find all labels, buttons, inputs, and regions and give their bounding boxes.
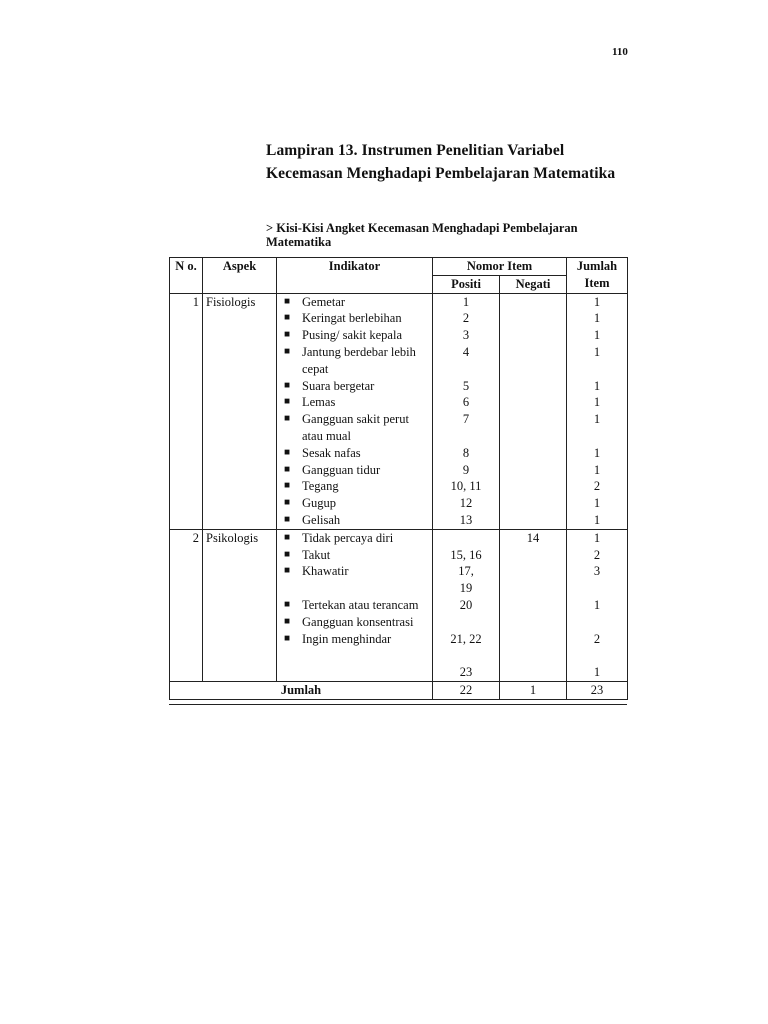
jumlah-value: 1 <box>593 344 601 359</box>
indicator-list <box>280 294 429 529</box>
row-indikator <box>277 529 433 681</box>
indicator-list <box>280 530 429 648</box>
indicator-text: Gangguan konsentrasi <box>302 614 414 629</box>
square-bullet-icon: ■ <box>284 615 291 627</box>
page-number: 110 <box>612 46 628 58</box>
table-bottom-rule <box>169 704 627 705</box>
positif-value: 8 <box>462 445 470 460</box>
square-bullet-icon: ■ <box>284 329 291 341</box>
square-bullet-icon: ■ <box>284 446 291 458</box>
indicator-item <box>280 530 429 547</box>
positif-value: 21, 22 <box>450 631 482 646</box>
positif-value: 6 <box>462 395 470 410</box>
positif-value: 12 <box>459 496 473 511</box>
indicator-text: Gugup <box>302 496 337 511</box>
positif-value: 20 <box>459 597 473 612</box>
positif-value: 15, 16 <box>450 547 482 562</box>
square-bullet-icon: ■ <box>284 565 291 577</box>
square-bullet-icon: ■ <box>284 295 291 307</box>
indicator-text: Takut <box>302 547 331 562</box>
row-number: 1 <box>170 293 203 529</box>
jumlah-value: 1 <box>593 328 601 343</box>
jumlah-value: 1 <box>593 445 601 460</box>
jumlah-value: 1 <box>593 496 601 511</box>
row-jumlah <box>567 293 628 529</box>
jumlah-value <box>570 361 624 378</box>
jumlah-value: 1 <box>593 512 601 527</box>
row-positif <box>433 529 500 681</box>
square-bullet-icon: ■ <box>284 497 291 509</box>
row-number: 2 <box>170 529 203 681</box>
indicator-text: Khawatir <box>302 564 349 579</box>
header-aspek: Aspek <box>203 258 277 294</box>
indicator-text: Ingin menghindar <box>302 631 392 646</box>
square-bullet-icon: ■ <box>284 345 291 357</box>
positif-value: 1 <box>462 294 470 309</box>
indicator-item <box>280 411 429 445</box>
jumlah-value: 1 <box>593 530 601 545</box>
square-bullet-icon: ■ <box>284 598 291 610</box>
indicator-text: Jantung berdebar lebih cepat <box>302 344 416 376</box>
indicator-text: Suara bergetar <box>302 378 375 393</box>
table-row <box>170 293 628 529</box>
square-bullet-icon: ■ <box>284 632 291 644</box>
indicator-text: Tertekan atau terancam <box>302 597 419 612</box>
row-negatif <box>500 529 567 681</box>
indicator-item <box>280 394 429 411</box>
square-bullet-icon: ■ <box>284 413 291 425</box>
positif-value: 13 <box>459 512 473 527</box>
jumlah-value: 2 <box>593 479 601 494</box>
total-jumlah: 23 <box>567 681 628 699</box>
indicator-text: Tegang <box>302 479 339 494</box>
table-row <box>170 529 628 681</box>
header-jumlah-item: Jumlah Item <box>567 258 628 294</box>
kisi-kisi-table <box>169 257 628 700</box>
square-bullet-icon: ■ <box>284 312 291 324</box>
indicator-text: Pusing/ sakit kepala <box>302 328 402 343</box>
indicator-item <box>280 478 429 495</box>
positif-value: 23 <box>459 665 473 680</box>
indicator-item <box>280 580 429 597</box>
indicator-item <box>280 327 429 344</box>
positif-value: 2 <box>462 311 470 326</box>
row-indikator <box>277 293 433 529</box>
jumlah-value: 1 <box>593 395 601 410</box>
row-negatif <box>500 293 567 529</box>
positif-value <box>436 647 496 664</box>
positif-value <box>436 530 496 547</box>
indicator-item <box>280 631 429 648</box>
row-jumlah <box>567 529 628 681</box>
jumlah-value: 1 <box>593 294 601 309</box>
jumlah-value: 1 <box>593 412 601 427</box>
indicator-item <box>280 495 429 512</box>
jumlah-value: 3 <box>593 564 601 579</box>
indicator-item <box>280 547 429 564</box>
header-indikator: Indikator <box>277 258 433 294</box>
header-nomor-item: Nomor Item <box>433 258 567 276</box>
jumlah-value: 1 <box>593 462 601 477</box>
negatif-value: 14 <box>526 530 540 545</box>
positif-value: 3 <box>462 328 470 343</box>
jumlah-value: 1 <box>593 378 601 393</box>
positif-value: 17, <box>458 564 474 579</box>
total-positif: 22 <box>433 681 500 699</box>
indicator-item <box>280 563 429 580</box>
jumlah-value <box>570 428 624 445</box>
row-positif <box>433 293 500 529</box>
indicator-item <box>280 378 429 395</box>
square-bullet-icon: ■ <box>284 480 291 492</box>
indicator-text: Gemetar <box>302 294 346 309</box>
positif-value <box>436 361 496 378</box>
jumlah-value: 2 <box>593 547 601 562</box>
table-subtitle: > Kisi-Kisi Angket Kecemasan Menghadapi Pembelajaran Matematika <box>266 221 578 249</box>
header-negatif: Negati <box>500 275 567 293</box>
positif-value: 4 <box>462 344 470 359</box>
positif-value: 9 <box>462 462 470 477</box>
indicator-item <box>280 310 429 327</box>
indicator-text: Gangguan sakit perut atau mual <box>302 412 409 443</box>
jumlah-value: 2 <box>593 631 601 646</box>
row-aspek: Fisiologis <box>203 293 277 529</box>
indicator-text: Gangguan tidur <box>302 462 381 477</box>
indicator-item <box>280 294 429 311</box>
positif-value: 5 <box>462 378 470 393</box>
positif-value: 19 <box>459 581 473 596</box>
indicator-text: Keringat berlebihan <box>302 311 402 326</box>
jumlah-value: 1 <box>593 665 601 680</box>
positif-value <box>436 614 496 631</box>
indicator-item <box>280 462 429 479</box>
indicator-item <box>280 597 429 614</box>
header-no: N o. <box>170 258 203 294</box>
indicator-text: Tidak percaya diri <box>302 530 394 545</box>
document-title: Lampiran 13. Instrumen Penelitian Variabel Kecemasan Menghadapi Pembelajaran Matematika <box>266 142 616 182</box>
positif-value: 7 <box>462 412 470 427</box>
square-bullet-icon: ■ <box>284 531 291 543</box>
table-body <box>170 293 628 699</box>
square-bullet-icon: ■ <box>284 379 291 391</box>
jumlah-value <box>570 647 624 664</box>
positif-value <box>436 428 496 445</box>
jumlah-value <box>570 614 624 631</box>
indicator-text: Gelisah <box>302 512 341 527</box>
row-aspek: Psikologis <box>203 529 277 681</box>
indicator-text: Sesak nafas <box>302 445 361 460</box>
total-label: Jumlah <box>170 681 433 699</box>
square-bullet-icon: ■ <box>284 513 291 525</box>
jumlah-value: 1 <box>593 311 601 326</box>
total-negatif: 1 <box>500 681 567 699</box>
jumlah-value <box>570 580 624 597</box>
square-bullet-icon: ■ <box>284 463 291 475</box>
total-row <box>170 681 628 699</box>
header-positif: Positi <box>433 275 500 293</box>
indicator-text: Lemas <box>302 395 336 410</box>
indicator-item <box>280 614 429 631</box>
indicator-item <box>280 344 429 378</box>
square-bullet-icon: ■ <box>284 396 291 408</box>
square-bullet-icon: ■ <box>284 548 291 560</box>
positif-value: 10, 11 <box>450 479 482 494</box>
jumlah-value: 1 <box>593 597 601 612</box>
indicator-item <box>280 512 429 529</box>
indicator-item <box>280 445 429 462</box>
